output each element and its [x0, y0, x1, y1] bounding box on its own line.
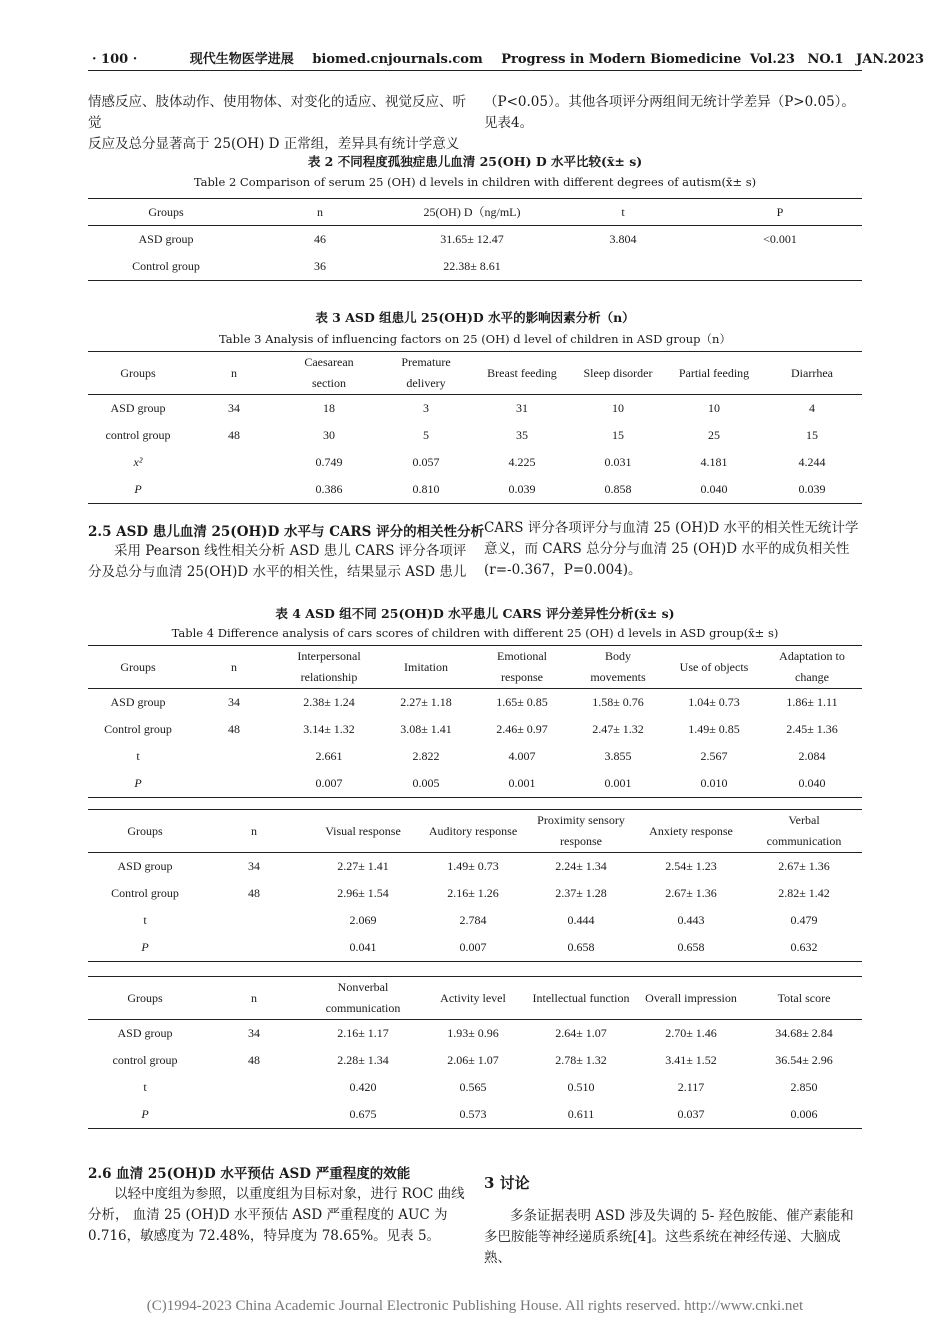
table-cell: 0.039: [762, 476, 862, 504]
column-header: Emotional response: [474, 646, 570, 689]
table-cell: 2.069: [349, 913, 377, 927]
column-header: Anxiety response: [636, 810, 746, 853]
column-header: Groups: [88, 199, 244, 226]
section-2-6-line1: 以轻中度组为参照，以重度组为目标对象，进行 ROC 曲线: [114, 1186, 465, 1202]
table3-header-row: [88, 352, 862, 395]
table-cell: 25: [708, 428, 720, 442]
table-cell: 2.70± 1.46: [665, 1026, 717, 1040]
section-2-6-line2: 分析， 血清 25 (OH)D 水平预估 ASD 严重程度的 AUC 为: [88, 1207, 448, 1223]
table-cell: 4.244: [798, 455, 826, 469]
table-cell: 0.039: [474, 476, 570, 504]
table-cell: 2.37± 1.28: [555, 886, 607, 900]
column-header: Use of objects: [666, 646, 762, 689]
table-cell: 2.850: [790, 1080, 818, 1094]
table-cell: 2.46± 0.97: [496, 722, 548, 736]
table-cell: 48: [248, 886, 260, 900]
table-row: [88, 716, 862, 743]
table2-caption-cn: 表 2 不同程度孤独症患儿血清 25(OH) D 水平比较(x̄± s): [307, 154, 643, 169]
table-cell: 2.45± 1.36: [786, 722, 838, 736]
table-cell: 1.65± 0.85: [496, 695, 548, 709]
table-cell: [202, 1074, 306, 1101]
table-cell: 1.49± 0.73: [447, 859, 499, 873]
section-2-5-left-line1: 采用 Pearson 线性相关分析 ASD 患儿 CARS 评分各项评: [114, 543, 467, 559]
table-cell: ASD group: [110, 695, 166, 709]
table-cell: 0.565: [459, 1080, 487, 1094]
table-row: [88, 422, 862, 449]
section-2-5-left-line2: 分及总分与血清 25(OH)D 水平的相关性，结果显示 ASD 患儿: [88, 564, 467, 580]
table-row: [88, 1020, 862, 1048]
table-cell: P: [88, 1101, 202, 1129]
column-header: n: [202, 977, 306, 1020]
table-cell: 0.057: [412, 455, 440, 469]
table-cell: 0.479: [790, 913, 818, 927]
table-cell: 2.82± 1.42: [778, 886, 830, 900]
table-row: [88, 395, 862, 423]
table-cell: 0.007: [420, 934, 526, 962]
table-cell: 2.084: [798, 749, 826, 763]
table-cell: 2.567: [700, 749, 728, 763]
table-cell: [698, 253, 862, 281]
journal-date: JAN.2023: [856, 52, 925, 67]
table-cell: 4.225: [508, 455, 536, 469]
section-2-5-left-column: [88, 541, 470, 583]
section-2-5-right-line2: 意义，而 CARS 总分分与血清 25 (OH)D 水平的成负相关性: [484, 541, 850, 557]
table-row: [88, 1047, 862, 1074]
table-cell: 1.58± 0.76: [592, 695, 644, 709]
table4-part2: [88, 809, 862, 962]
table-cell: 1.86± 1.11: [786, 695, 838, 709]
table-cell: [202, 934, 306, 962]
table-cell: 4.181: [700, 455, 728, 469]
page-number: · 100 ·: [92, 52, 138, 67]
table-cell: 4.007: [508, 749, 536, 763]
column-header: Partial feeding: [666, 352, 762, 395]
journal-name-en: Progress in Modern Biomedicine: [501, 52, 742, 67]
table3-caption-en: Table 3 Analysis of influencing factors on 25 (OH) d level of children in ASD group（n）: [219, 332, 731, 346]
column-header: Premature delivery: [378, 352, 474, 395]
table-cell: <0.001: [763, 232, 797, 246]
table-cell: 4: [809, 401, 815, 415]
column-header: P: [698, 199, 862, 226]
table4-part3-header-row: [88, 977, 862, 1020]
table-cell: 0.001: [570, 770, 666, 798]
table4-part1: [88, 645, 862, 798]
column-header: n: [188, 646, 280, 689]
table-cell: 0.005: [378, 770, 474, 798]
table-cell: 0.444: [567, 913, 595, 927]
table-cell: 2.38± 1.24: [303, 695, 355, 709]
table-row: [88, 743, 862, 770]
table-cell: 0.749: [315, 455, 343, 469]
table-row: [88, 253, 862, 281]
table-cell: 36: [244, 253, 396, 281]
section-2-5-right-column: [484, 518, 864, 581]
table-cell: 0.007: [280, 770, 378, 798]
table-cell: 34: [228, 695, 240, 709]
table-cell: 0.001: [474, 770, 570, 798]
column-header: 25(OH) D（ng/mL): [396, 199, 548, 226]
column-header: Intellectual function: [526, 977, 636, 1020]
table-row: [88, 853, 862, 881]
table-cell: 1.93± 0.96: [447, 1026, 499, 1040]
column-header: Caesarean section: [280, 352, 378, 395]
table-cell: 2.24± 1.34: [555, 859, 607, 873]
section-2-5-heading: 2.5 ASD 患儿血清 25(OH)D 水平与 CARS 评分的相关性分析: [88, 524, 485, 540]
table-cell: 31: [516, 401, 528, 415]
section-3-heading: 3 讨论: [484, 1174, 530, 1192]
table-row: [88, 476, 862, 504]
table-cell: 5: [423, 428, 429, 442]
table-cell: t: [143, 913, 147, 927]
table-cell: 0.675: [306, 1101, 420, 1129]
column-header: Groups: [88, 810, 202, 853]
intro-left-line2: 反应及总分显著高于 25(OH) D 正常组，差异具有统计学意义: [88, 136, 460, 152]
table-row: [88, 934, 862, 962]
table-cell: 2.661: [315, 749, 343, 763]
table-cell: 10: [708, 401, 720, 415]
column-header: Imitation: [378, 646, 474, 689]
column-header: Auditory response: [420, 810, 526, 853]
table-cell: 3.855: [604, 749, 632, 763]
table-cell: P: [88, 934, 202, 962]
journal-name-cn: 现代生物医学进展: [189, 52, 294, 67]
table-cell: 0.037: [636, 1101, 746, 1129]
table-cell: 0.658: [526, 934, 636, 962]
section-2-6-line3: 0.716，敏感度为 72.48%，特异度为 78.65%。见表 5。: [88, 1228, 441, 1244]
section-3-line1: 多条证据表明 ASD 涉及失调的 5- 羟色胺能、催产素能和: [510, 1208, 854, 1224]
table-cell: 3.08± 1.41: [400, 722, 452, 736]
table-cell: 15: [612, 428, 624, 442]
table4-part2-header-row: [88, 810, 862, 853]
table-cell: control group: [105, 428, 171, 442]
column-header: Total score: [746, 977, 862, 1020]
journal-volume: Vol.23: [749, 52, 795, 67]
table-cell: [548, 253, 698, 281]
column-header: Overall impression: [636, 977, 746, 1020]
table-cell: 0.510: [567, 1080, 595, 1094]
column-header: Diarrhea: [762, 352, 862, 395]
table-cell: 0.632: [746, 934, 862, 962]
table-cell: 0.386: [280, 476, 378, 504]
table-row: [88, 1101, 862, 1129]
table-cell: 31.65± 12.47: [440, 232, 504, 246]
column-header: n: [202, 810, 306, 853]
column-header: Body movements: [570, 646, 666, 689]
table-cell: ASD group: [117, 1026, 173, 1040]
column-header: Breast feeding: [474, 352, 570, 395]
table-cell: 2.16± 1.17: [337, 1026, 389, 1040]
column-header: Interpersonal relationship: [280, 646, 378, 689]
table-cell: 18: [323, 401, 335, 415]
table-cell: ASD group: [110, 401, 166, 415]
section-2-5-right-line1: CARS 评分各项评分与血清 25 (OH)D 水平的相关性无统计学: [484, 520, 859, 536]
table-cell: x²: [133, 455, 143, 469]
table-cell: 2.67± 1.36: [665, 886, 717, 900]
intro-left-line1: 情感反应、肢体动作、使用物体、对变化的适应、视觉反应、听觉: [88, 94, 466, 131]
table-row: [88, 1074, 862, 1101]
table-cell: t: [143, 1080, 147, 1094]
table-cell: 0.040: [762, 770, 862, 798]
table-cell: 34: [248, 859, 260, 873]
table-row: [88, 689, 862, 717]
table-cell: 0.006: [746, 1101, 862, 1129]
table-cell: [188, 449, 280, 476]
table-cell: 46: [314, 232, 326, 246]
table3: [88, 351, 862, 504]
table-cell: 2.117: [677, 1080, 705, 1094]
table-cell: 36.54± 2.96: [775, 1053, 833, 1067]
table-cell: 0.420: [349, 1080, 377, 1094]
intro-right-column: [484, 92, 864, 134]
table4-caption-cn: 表 4 ASD 组不同 25(OH)D 水平患儿 CARS 评分差异性分析(x̄± s): [275, 606, 675, 621]
column-header: Groups: [88, 977, 202, 1020]
table-cell: 3.41± 1.52: [665, 1053, 717, 1067]
table-cell: 2.67± 1.36: [778, 859, 830, 873]
table-cell: [188, 770, 280, 798]
table-cell: 2.54± 1.23: [665, 859, 717, 873]
column-header: n: [244, 199, 396, 226]
intro-left-column: [88, 92, 470, 155]
section-3-line2: 多巴胺能等神经递质系统[4]。这些系统在神经传递、大脑成熟、: [484, 1229, 841, 1266]
table-cell: control group: [112, 1053, 178, 1067]
table-cell: Control group: [111, 886, 179, 900]
table-cell: 0.658: [636, 934, 746, 962]
table-cell: P: [88, 476, 188, 504]
table-cell: 0.031: [604, 455, 632, 469]
column-header: Verbal communication: [746, 810, 862, 853]
column-header: Groups: [88, 352, 188, 395]
header-rule: [88, 70, 862, 71]
table4-caption-en: Table 4 Difference analysis of cars scores of children with different 25 (OH) d levels in ASD group(x̄± s): [171, 626, 779, 640]
table2: [88, 198, 862, 281]
table-cell: [202, 907, 306, 934]
table-cell: 22.38± 8.61: [396, 253, 548, 281]
table4-part1-header-row: [88, 646, 862, 689]
table-row: [88, 770, 862, 798]
table-cell: 15: [806, 428, 818, 442]
column-header: Adaptation to change: [762, 646, 862, 689]
column-header: Visual response: [306, 810, 420, 853]
table-cell: 0.611: [526, 1101, 636, 1129]
journal-number: NO.1: [807, 52, 844, 67]
table-cell: 0.010: [666, 770, 762, 798]
table-cell: Control group: [104, 722, 172, 736]
table3-caption-cn: 表 3 ASD 组患儿 25(OH)D 水平的影响因素分析（n）: [315, 310, 635, 325]
table-cell: 0.858: [570, 476, 666, 504]
table-cell: [188, 743, 280, 770]
table-cell: 30: [323, 428, 335, 442]
table-cell: 2.47± 1.32: [592, 722, 644, 736]
table-cell: 0.040: [666, 476, 762, 504]
column-header: Activity level: [420, 977, 526, 1020]
table-cell: 2.27± 1.41: [337, 859, 389, 873]
table-cell: 1.04± 0.73: [688, 695, 740, 709]
table-cell: 2.78± 1.32: [555, 1053, 607, 1067]
table-cell: 2.28± 1.34: [337, 1053, 389, 1067]
column-header: n: [188, 352, 280, 395]
table4-part3: [88, 976, 862, 1129]
table-cell: 34.68± 2.84: [775, 1026, 833, 1040]
table-cell: 0.443: [677, 913, 705, 927]
table-cell: 35: [516, 428, 528, 442]
table-cell: 0.041: [306, 934, 420, 962]
table-cell: ASD group: [117, 859, 173, 873]
table-cell: 2.96± 1.54: [337, 886, 389, 900]
table-cell: 34: [248, 1026, 260, 1040]
table-cell: 2.822: [412, 749, 440, 763]
table-cell: [188, 476, 280, 504]
intro-right-line1: （P<0.05）。其他各项评分两组间无统计学差异（P>0.05）。见表4。: [484, 94, 855, 131]
journal-website: biomed.cnjournals.com: [312, 52, 483, 67]
column-header: Proximity sensory response: [526, 810, 636, 853]
table2-header-row: [88, 199, 862, 226]
table-cell: t: [136, 749, 140, 763]
table-cell: ASD group: [138, 232, 194, 246]
column-header: Sleep disorder: [570, 352, 666, 395]
table-cell: 2.64± 1.07: [555, 1026, 607, 1040]
table-cell: Control group: [88, 253, 244, 281]
table-cell: 10: [612, 401, 624, 415]
table-cell: 0.810: [378, 476, 474, 504]
section-3-body: [484, 1206, 864, 1269]
table-row: [88, 880, 862, 907]
table-cell: 3.804: [609, 232, 637, 246]
running-header: [88, 48, 925, 67]
table-cell: 1.49± 0.85: [688, 722, 740, 736]
table-cell: 2.784: [459, 913, 487, 927]
column-header: Groups: [88, 646, 188, 689]
copyright-footer: (C)1994-2023 China Academic Journal Electronic Publishing House. All rights reserved. http://www.cnki.net: [146, 1298, 804, 1314]
table-row: [88, 907, 862, 934]
table-cell: 3.14± 1.32: [303, 722, 355, 736]
table-cell: 48: [248, 1053, 260, 1067]
table-row: [88, 449, 862, 476]
table-cell: 34: [228, 401, 240, 415]
table-cell: 2.16± 1.26: [447, 886, 499, 900]
table-cell: 2.06± 1.07: [447, 1053, 499, 1067]
table-cell: [202, 1101, 306, 1129]
table-cell: 48: [228, 428, 240, 442]
table-cell: 48: [228, 722, 240, 736]
table2-caption-en: Table 2 Comparison of serum 25 (OH) d levels in children with different degrees of autism(x̄± s): [193, 175, 757, 189]
column-header: t: [548, 199, 698, 226]
table-cell: 0.573: [420, 1101, 526, 1129]
column-header: Nonverbal communication: [306, 977, 420, 1020]
section-2-6-heading: 2.6 血清 25(OH)D 水平预估 ASD 严重程度的效能: [88, 1166, 411, 1182]
table-cell: 2.27± 1.18: [400, 695, 452, 709]
table-cell: P: [88, 770, 188, 798]
section-2-6-body: [88, 1184, 470, 1247]
table-cell: 3: [423, 401, 429, 415]
table-row: [88, 226, 862, 254]
section-2-5-right-line3: (r=-0.367，P=0.004)。: [484, 562, 642, 578]
